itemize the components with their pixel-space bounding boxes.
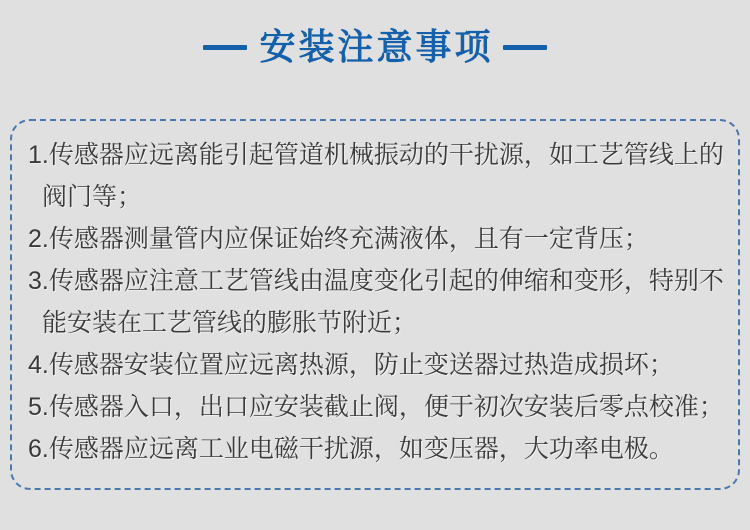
note-text: 传感器应远离工业电磁干扰源，如变压器，大功率电极。 — [48, 435, 674, 463]
note-number: 2. — [28, 225, 49, 253]
note-item-4 — [28, 344, 724, 386]
title-dash-left — [203, 45, 247, 50]
note-item-1 — [28, 134, 724, 218]
title-row — [0, 26, 750, 68]
note-item-5 — [28, 386, 724, 428]
note-number: 6. — [28, 435, 49, 463]
title-dash-right — [503, 45, 547, 50]
note-text: 传感器安装位置应远离热源，防止变送器过热造成损坏； — [48, 351, 674, 379]
note-text: 传感器应注意工艺管线由温度变化引起的伸缩和变形，特别不能安装在工艺管线的膨胀节附近； — [42, 267, 724, 337]
note-number: 1. — [28, 141, 49, 169]
note-number: 3. — [28, 267, 49, 295]
note-item-2 — [28, 218, 724, 260]
note-text: 传感器入口，出口应安装截止阀，便于初次安装后零点校准； — [48, 393, 724, 421]
page-background — [0, 26, 750, 530]
notes-panel — [10, 119, 740, 490]
page-title: 安装注意事项 — [259, 26, 494, 67]
note-text: 传感器应远离能引起管道机械振动的干扰源，如工艺管线上的阀门等； — [42, 141, 724, 211]
note-item-6 — [28, 428, 724, 470]
note-item-3 — [28, 260, 724, 344]
note-text: 传感器测量管内应保证始终充满液体，且有一定背压； — [48, 225, 649, 253]
note-number: 4. — [28, 351, 49, 379]
note-number: 5. — [28, 393, 49, 421]
